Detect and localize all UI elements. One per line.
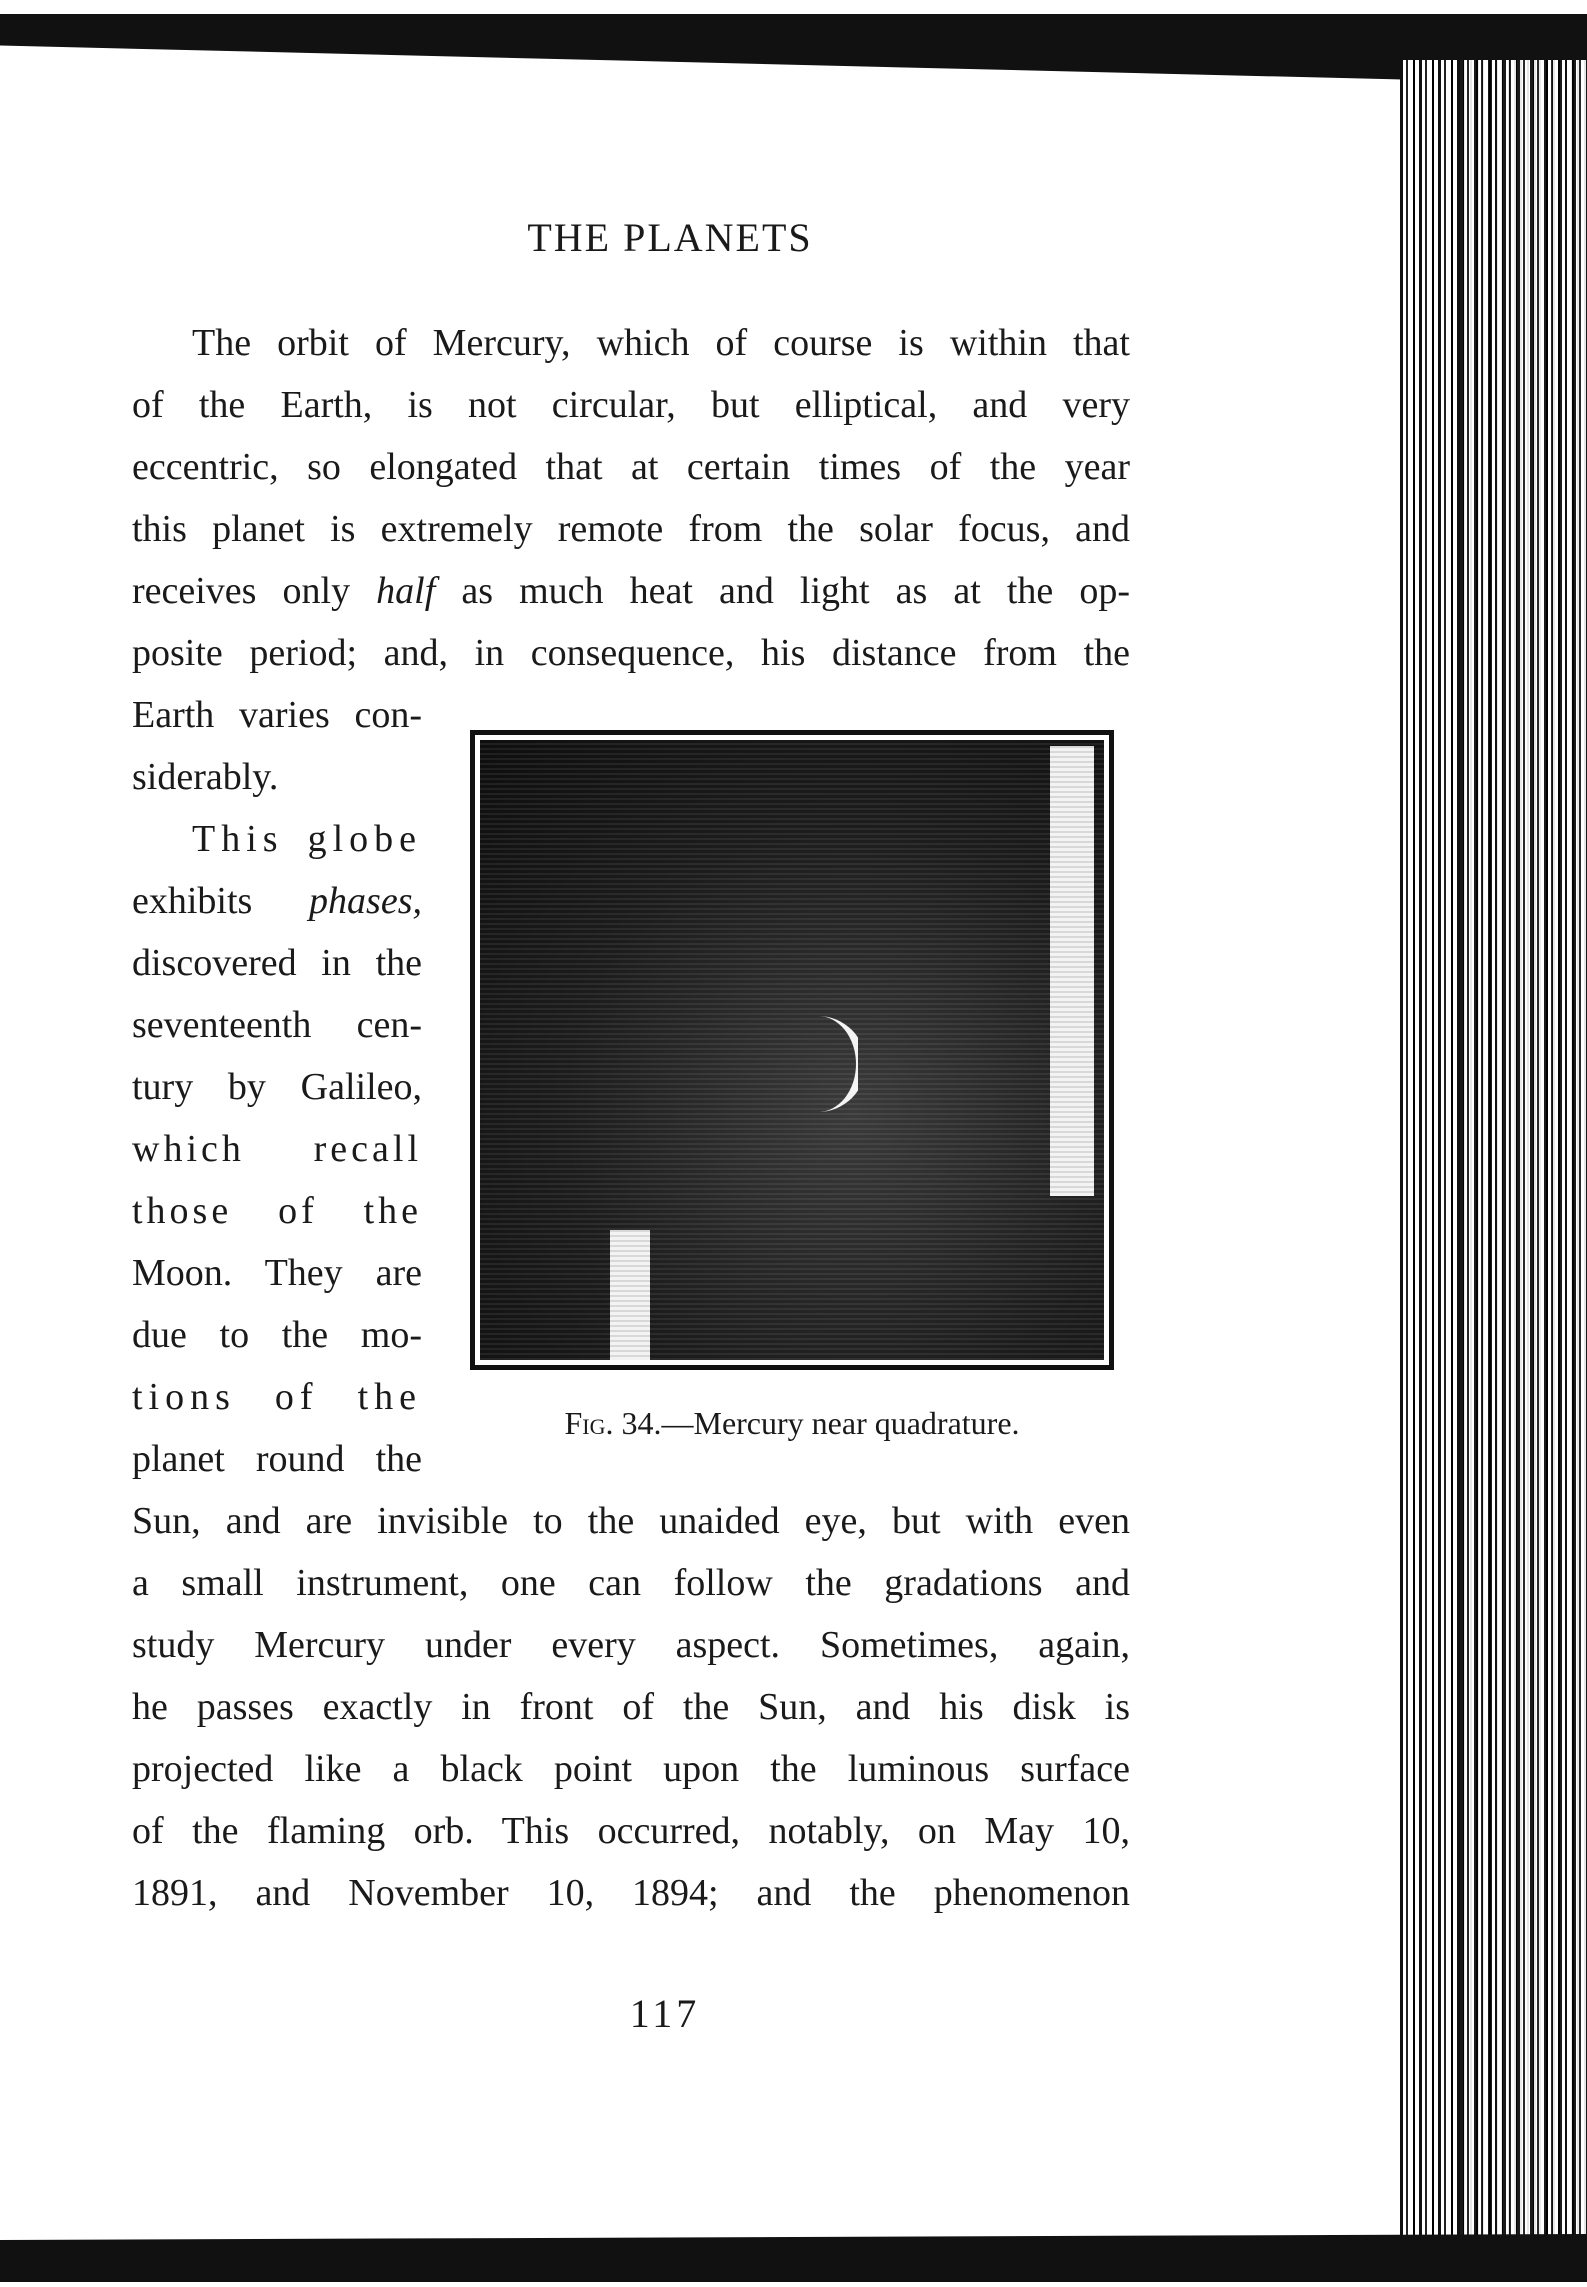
text-line: tury by Galileo, xyxy=(132,1066,422,1108)
text-line: planet round the xyxy=(132,1438,422,1480)
text-line: a small instrument, one can follow the gradations and xyxy=(132,1562,1130,1604)
text-line: which recall xyxy=(132,1128,422,1170)
page-number: 117 xyxy=(629,1991,701,2036)
text-span: as much heat and light as at the op- xyxy=(461,570,1130,612)
text-line: of the flaming orb. This occurred, notably, on May 10, xyxy=(132,1810,1130,1852)
text-line xyxy=(132,870,422,932)
text-line: those of the xyxy=(132,1190,422,1232)
text-span: receives only xyxy=(132,570,351,612)
text-line: Sun, and are invisible to the unaided eye, but with even xyxy=(132,1500,1130,1542)
italic-word: half xyxy=(376,570,436,612)
light-strip xyxy=(610,1230,650,1360)
text-line: due to the mo- xyxy=(132,1314,422,1356)
figure-caption xyxy=(470,1405,1114,1442)
text-line: Moon. They are xyxy=(132,1252,422,1294)
text-line: posite period; and, in consequence, his distance from the xyxy=(132,632,1130,674)
text-line: tions of the xyxy=(132,1376,422,1418)
scan-bottom-shadow xyxy=(0,2222,1587,2282)
text-line: he passes exactly in front of the Sun, and his disk is xyxy=(132,1686,1130,1728)
figure-number: Fig. 34. xyxy=(564,1405,662,1441)
engraved-night-sky xyxy=(480,740,1104,1360)
text-line: projected like a black point upon the luminous surface xyxy=(132,1748,1130,1790)
text-line xyxy=(132,560,1130,622)
text-line: Earth varies con- xyxy=(132,694,422,736)
scan-top-shadow xyxy=(0,14,1587,84)
text-line: This globe xyxy=(192,818,422,860)
figure-mercury-illustration xyxy=(470,730,1114,1370)
text-line: The orbit of Mercury, which of course is within that xyxy=(192,322,1130,364)
running-head: THE PLANETS xyxy=(527,215,813,260)
text-line: siderably. xyxy=(132,756,279,798)
text-line: study Mercury under every aspect. Sometimes, again, xyxy=(132,1624,1130,1666)
figure-caption-text: —Mercury near quadrature. xyxy=(661,1405,1020,1441)
text-line: discovered in the xyxy=(132,942,422,984)
text-line: this planet is extremely remote from the solar focus, and xyxy=(132,508,1130,550)
light-strip xyxy=(1050,746,1094,1196)
text-line: of the Earth, is not circular, but elliptical, and very xyxy=(132,384,1130,426)
text-line: eccentric, so elongated that at certain times of the year xyxy=(132,446,1130,488)
book-page-edges xyxy=(1400,60,1587,2250)
text-span: exhibits xyxy=(132,880,253,922)
italic-word: phases, xyxy=(309,880,422,922)
mercury-crescent-icon xyxy=(798,1014,858,1114)
text-line: 1891, and November 10, 1894; and the phenomenon xyxy=(132,1872,1130,1914)
text-line: seventeenth cen- xyxy=(132,1004,422,1046)
